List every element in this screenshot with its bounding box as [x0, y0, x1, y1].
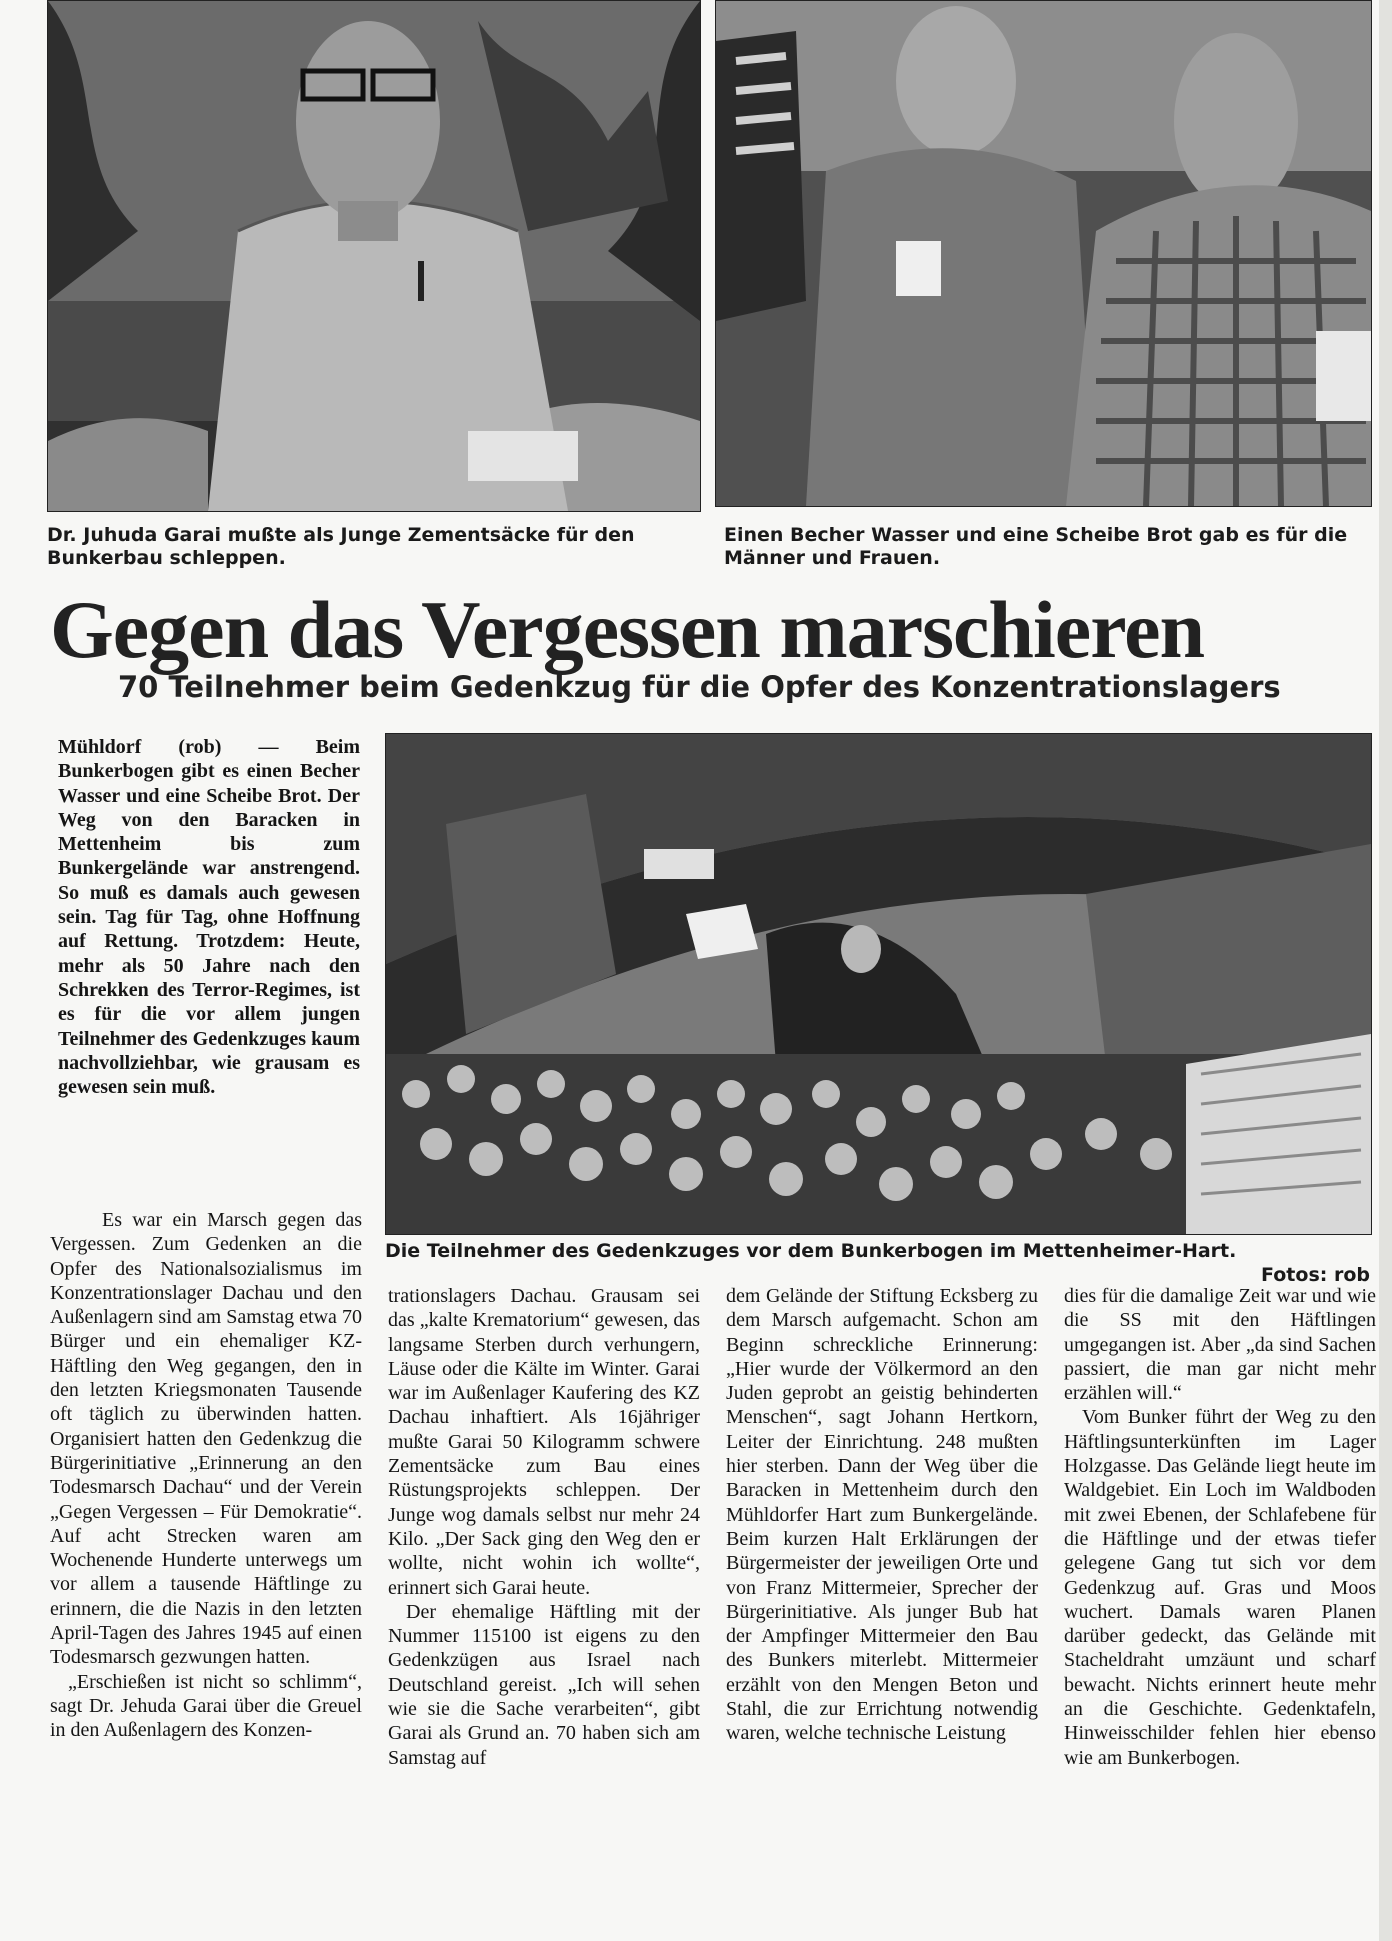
- headline: Gegen das Vergessen marschieren: [50, 584, 1205, 675]
- article-column-3: [726, 1284, 1038, 1746]
- photo-credit: Fotos: rob: [1261, 1264, 1370, 1286]
- article-lead: Mühldorf (rob) — Beim Bunkerbogen gibt es einen Becher Wasser und eine Scheibe Brot. Der Weg von den Baracken in Mettenheim bis zum Bunkergelände war anstrengend. So muß es damals auch gewesen sein. Tag für Tag, ohne Hoffnung auf Rettung. Trotzdem: Heute, mehr als 50 Jahre nach den Schrekken des Terror-Regimes, ist es für die vor allem jungen Teilnehmer des Gedenkzuges kaum nachvollziehbar, wie grausam es gewesen sein muß.: [58, 736, 360, 1099]
- column-4-paragraph: Vom Bunker führt der Weg zu den Häftlingsunterkünften im Lager Holzgasse. Das Gelände liegt heute im Waldgebiet. Ein Loch im Waldboden mit zwei Ebenen, der Schlafebene für die Häftlinge und der etwas tiefer gelegene Gang tut sich vor dem Gedenkzug auf. Gras und Moos wuchert. Damals waren Planen darüber gedeckt, das Gelände mit Stacheldraht umzäunt und scharf bewacht. Nichts erinnert heute mehr an die Geschichte. Gedenktafeln, Hinweisschilder fehlen hier ebenso wie am Bunkerbogen.: [1064, 1406, 1376, 1769]
- photo-water-and-bread: [715, 0, 1372, 507]
- scan-edge: [1379, 0, 1392, 1941]
- column-1-paragraph: „Erschießen ist nicht so schlimm“, sagt Dr. Jehuda Garai über die Greuel in den Außenlagern des Konzen-: [50, 1670, 362, 1742]
- column-4-paragraph: dies für die damalige Zeit war und wie die SS mit den Häftlingen umgegangen ist. Aber „da sind Sachen passiert, die man gar nicht mehr erzählen will.“: [1064, 1285, 1376, 1405]
- caption-garai-portrait: Dr. Juhuda Garai mußte als Junge Zementsäcke für den Bunkerbau schleppen.: [47, 524, 635, 569]
- column-1-paragraph: Es war ein Marsch gegen das Vergessen. Zum Gedenken an die Opfer des Nationalsozialismus im Konzentrationslager Dachau und den Außenlagern sind am Samstag etwa 70 Bürger und ein ehemaliger KZ-Häftling den Weg gegangen, den in den letzten Kriegsmonaten Tausende oft täglich zu überwinden hatten. Organisiert hatten den Gedenkzug die Bürgerinitiative „Erinnerung an den Todesmarsch Dachau“ und der Verein „Gegen Vergessen – Für Demokratie“. Auf acht Strecken waren am Wochenende Hunderte unterwegs um vor allem a tausende Häftlinge zu erinnern, die die Nazis in den letzten April-Tagen des Jahres 1945 auf einen Todesmarsch gezwungen hatten.: [50, 1209, 362, 1669]
- column-3-paragraph: dem Gelände der Stiftung Ecksberg zu dem Marsch aufgemacht. Schon am Beginn schreckliche Erinnerung: „Hier wurde der Völkermord an den Juden geprobt an geistig behinderten Menschen“, sagt Johann Hertkorn, Leiter der Einrichtung. 248 mußten hier sterben. Dann der Weg über die Baracken in Mettenheim durch den Mühldorfer Hart zum Bunkergelände. Beim kurzen Halt Erklärungen der Bürgermeister der jeweiligen Orte und von Franz Mittermeier, Sprecher der Bürgerinitiative. Als junger Bub hat der Ampfinger Mittermeier den Bau des Bunkers miterlebt. Mittermeier erzählt von den Mengen Beton und Stahl, die zur Errichtung notwendig waren, welche technische Leistung: [726, 1285, 1038, 1745]
- caption-water-and-bread: Einen Becher Wasser und eine Scheibe Brot gab es für die Männer und Frauen.: [724, 524, 1348, 569]
- column-2-paragraph: Der ehemalige Häftling mit der Nummer 115100 ist eigens zu den Gedenkzügen aus Israel nach Deutschland gereist. „Ich will sehen wie sie die Sache verarbeiten“, gibt Garai als Grund an. 70 haben sich am Samstag auf: [388, 1600, 700, 1769]
- article-column-4: [1064, 1284, 1376, 1770]
- photo-garai-portrait: [47, 0, 701, 512]
- article-column-1: [50, 1208, 362, 1743]
- caption-bunker-arch-crowd: Die Teilnehmer des Gedenkzuges vor dem Bunkerbogen im Mettenheimer-Hart.: [385, 1240, 1237, 1262]
- column-2-paragraph: trationslagers Dachau. Grausam sei das „kalte Krematorium“ gewesen, das langsame Sterben durch verhungern, Läuse oder die Kälte im Winter. Garai war im Außenlager Kaufering des KZ Dachau inhaftiert. Als 16jähriger mußte Garai 50 Kilogramm schwere Zementsäcke zum Bau eines Rüstungsprojekts schleppen. Der Junge wog damals selbst nur mehr 24 Kilo. „Der Sack ging den Weg den er wollte, nicht wohin ich wollte“, erinnert sich Garai heute.: [388, 1285, 700, 1599]
- article-column-2: [388, 1284, 700, 1770]
- photo-bunker-arch-crowd: [385, 733, 1372, 1235]
- subheadline: 70 Teilnehmer beim Gedenkzug für die Opfer des Konzentrationslagers: [118, 670, 1281, 704]
